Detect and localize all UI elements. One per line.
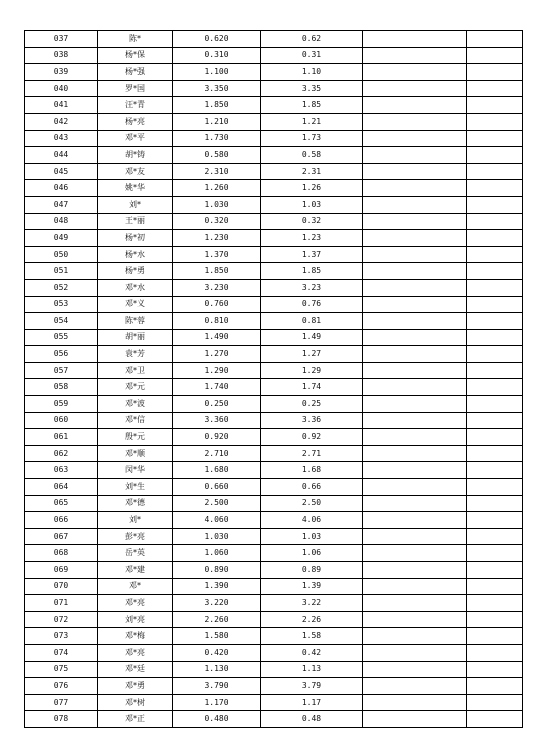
name-cell: 汪*青 (98, 97, 173, 114)
empty-cell (363, 263, 467, 280)
empty-cell (467, 528, 523, 545)
empty-cell (467, 479, 523, 496)
empty-cell (363, 495, 467, 512)
row-number-cell: 040 (25, 80, 98, 97)
row-number-cell: 066 (25, 512, 98, 529)
area-rounded-cell: 3.35 (261, 80, 363, 97)
empty-cell (363, 462, 467, 479)
table-row (25, 113, 523, 130)
empty-cell (467, 80, 523, 97)
table-row (25, 379, 523, 396)
empty-cell (363, 595, 467, 612)
table-row (25, 180, 523, 197)
name-cell: 邓*亮 (98, 644, 173, 661)
area-precise-cell: 1.030 (173, 528, 261, 545)
area-rounded-cell: 1.85 (261, 263, 363, 280)
table-row (25, 528, 523, 545)
row-number-cell: 048 (25, 213, 98, 230)
empty-cell (363, 230, 467, 247)
area-rounded-cell: 1.13 (261, 661, 363, 678)
empty-cell (363, 97, 467, 114)
empty-cell (467, 462, 523, 479)
area-precise-cell: 1.850 (173, 263, 261, 280)
name-cell: 杨*初 (98, 230, 173, 247)
empty-cell (467, 163, 523, 180)
area-rounded-cell: 1.37 (261, 246, 363, 263)
empty-cell (467, 661, 523, 678)
row-number-cell: 056 (25, 346, 98, 363)
row-number-cell: 055 (25, 329, 98, 346)
area-precise-cell: 1.100 (173, 64, 261, 81)
empty-cell (363, 678, 467, 695)
empty-cell (467, 512, 523, 529)
area-rounded-cell: 1.03 (261, 196, 363, 213)
empty-cell (467, 628, 523, 645)
name-cell: 邓*建 (98, 562, 173, 579)
empty-cell (363, 711, 467, 728)
empty-cell (363, 130, 467, 147)
row-number-cell: 047 (25, 196, 98, 213)
table-row (25, 31, 523, 48)
empty-cell (467, 213, 523, 230)
row-number-cell: 073 (25, 628, 98, 645)
name-cell: 邓*正 (98, 711, 173, 728)
table-row (25, 495, 523, 512)
table-row (25, 711, 523, 728)
area-precise-cell: 1.170 (173, 694, 261, 711)
table-body (25, 31, 523, 728)
area-precise-cell: 1.730 (173, 130, 261, 147)
table-row (25, 230, 523, 247)
area-precise-cell: 3.220 (173, 595, 261, 612)
area-precise-cell: 0.620 (173, 31, 261, 48)
area-rounded-cell: 2.71 (261, 445, 363, 462)
area-precise-cell: 2.500 (173, 495, 261, 512)
name-cell: 邓*廷 (98, 661, 173, 678)
area-precise-cell: 1.580 (173, 628, 261, 645)
name-cell: 彭*亮 (98, 528, 173, 545)
name-cell: 刘*生 (98, 479, 173, 496)
area-precise-cell: 2.310 (173, 163, 261, 180)
empty-cell (363, 246, 467, 263)
row-number-cell: 044 (25, 147, 98, 164)
area-precise-cell: 0.580 (173, 147, 261, 164)
table-row (25, 445, 523, 462)
area-rounded-cell: 0.66 (261, 479, 363, 496)
row-number-cell: 071 (25, 595, 98, 612)
table-row (25, 628, 523, 645)
empty-cell (467, 329, 523, 346)
empty-cell (363, 147, 467, 164)
table-row (25, 279, 523, 296)
name-cell: 邓* (98, 578, 173, 595)
table-row (25, 611, 523, 628)
name-cell: 袁*芳 (98, 346, 173, 363)
empty-cell (363, 661, 467, 678)
empty-cell (467, 545, 523, 562)
empty-cell (467, 644, 523, 661)
table-row (25, 313, 523, 330)
row-number-cell: 074 (25, 644, 98, 661)
table-row (25, 595, 523, 612)
area-rounded-cell: 1.68 (261, 462, 363, 479)
row-number-cell: 046 (25, 180, 98, 197)
area-precise-cell: 1.060 (173, 545, 261, 562)
name-cell: 刘* (98, 196, 173, 213)
area-rounded-cell: 3.36 (261, 412, 363, 429)
area-rounded-cell: 0.58 (261, 147, 363, 164)
area-rounded-cell: 1.17 (261, 694, 363, 711)
area-rounded-cell: 1.23 (261, 230, 363, 247)
area-precise-cell: 1.490 (173, 329, 261, 346)
name-cell: 邓*元 (98, 379, 173, 396)
row-number-cell: 039 (25, 64, 98, 81)
empty-cell (467, 230, 523, 247)
table-row (25, 263, 523, 280)
empty-cell (363, 379, 467, 396)
area-rounded-cell: 0.81 (261, 313, 363, 330)
row-number-cell: 051 (25, 263, 98, 280)
row-number-cell: 063 (25, 462, 98, 479)
area-precise-cell: 1.680 (173, 462, 261, 479)
row-number-cell: 058 (25, 379, 98, 396)
empty-cell (363, 279, 467, 296)
empty-cell (467, 64, 523, 81)
table-row (25, 329, 523, 346)
table-row (25, 246, 523, 263)
area-rounded-cell: 1.49 (261, 329, 363, 346)
area-precise-cell: 2.710 (173, 445, 261, 462)
row-number-cell: 052 (25, 279, 98, 296)
name-cell: 邓*顺 (98, 445, 173, 462)
empty-cell (467, 412, 523, 429)
empty-cell (363, 578, 467, 595)
area-rounded-cell: 0.62 (261, 31, 363, 48)
area-rounded-cell: 3.79 (261, 678, 363, 695)
area-rounded-cell: 1.21 (261, 113, 363, 130)
table-row (25, 64, 523, 81)
row-number-cell: 041 (25, 97, 98, 114)
row-number-cell: 053 (25, 296, 98, 313)
empty-cell (467, 611, 523, 628)
area-rounded-cell: 0.25 (261, 396, 363, 413)
empty-cell (467, 296, 523, 313)
name-cell: 杨*亮 (98, 113, 173, 130)
name-cell: 邓*树 (98, 694, 173, 711)
row-number-cell: 065 (25, 495, 98, 512)
empty-cell (363, 180, 467, 197)
area-rounded-cell: 1.29 (261, 362, 363, 379)
area-rounded-cell: 0.31 (261, 47, 363, 64)
area-precise-cell: 1.260 (173, 180, 261, 197)
area-precise-cell: 2.260 (173, 611, 261, 628)
area-precise-cell: 0.320 (173, 213, 261, 230)
area-precise-cell: 0.920 (173, 429, 261, 446)
area-precise-cell: 0.480 (173, 711, 261, 728)
area-rounded-cell: 1.27 (261, 346, 363, 363)
area-precise-cell: 1.290 (173, 362, 261, 379)
area-precise-cell: 0.250 (173, 396, 261, 413)
empty-cell (363, 562, 467, 579)
area-precise-cell: 0.890 (173, 562, 261, 579)
name-cell: 王*丽 (98, 213, 173, 230)
table-row (25, 396, 523, 413)
empty-cell (363, 644, 467, 661)
name-cell: 殷*元 (98, 429, 173, 446)
row-number-cell: 045 (25, 163, 98, 180)
table-row (25, 661, 523, 678)
empty-cell (363, 196, 467, 213)
area-precise-cell: 3.350 (173, 80, 261, 97)
name-cell: 邓*德 (98, 495, 173, 512)
area-rounded-cell: 0.92 (261, 429, 363, 446)
row-number-cell: 057 (25, 362, 98, 379)
table-row (25, 412, 523, 429)
empty-cell (363, 113, 467, 130)
empty-cell (467, 279, 523, 296)
empty-cell (467, 246, 523, 263)
area-rounded-cell: 1.06 (261, 545, 363, 562)
empty-cell (363, 80, 467, 97)
empty-cell (467, 346, 523, 363)
area-rounded-cell: 0.48 (261, 711, 363, 728)
empty-cell (363, 313, 467, 330)
name-cell: 杨*保 (98, 47, 173, 64)
empty-cell (363, 163, 467, 180)
empty-cell (363, 528, 467, 545)
area-precise-cell: 0.420 (173, 644, 261, 661)
table-row (25, 163, 523, 180)
name-cell: 陈*蓉 (98, 313, 173, 330)
row-number-cell: 064 (25, 479, 98, 496)
table-row (25, 694, 523, 711)
table-row (25, 196, 523, 213)
empty-cell (363, 346, 467, 363)
area-rounded-cell: 1.74 (261, 379, 363, 396)
table-row (25, 97, 523, 114)
area-precise-cell: 0.810 (173, 313, 261, 330)
row-number-cell: 037 (25, 31, 98, 48)
row-number-cell: 070 (25, 578, 98, 595)
area-precise-cell: 1.850 (173, 97, 261, 114)
name-cell: 胡*丽 (98, 329, 173, 346)
empty-cell (467, 263, 523, 280)
name-cell: 杨*水 (98, 246, 173, 263)
area-precise-cell: 1.130 (173, 661, 261, 678)
empty-cell (363, 296, 467, 313)
name-cell: 邓*勇 (98, 678, 173, 695)
row-number-cell: 049 (25, 230, 98, 247)
area-rounded-cell: 1.39 (261, 578, 363, 595)
table-row (25, 462, 523, 479)
area-rounded-cell: 0.76 (261, 296, 363, 313)
table-row (25, 346, 523, 363)
name-cell: 邓*信 (98, 412, 173, 429)
empty-cell (467, 562, 523, 579)
empty-cell (467, 147, 523, 164)
name-cell: 邓*波 (98, 396, 173, 413)
empty-cell (467, 445, 523, 462)
area-precise-cell: 1.230 (173, 230, 261, 247)
empty-cell (467, 113, 523, 130)
empty-cell (363, 396, 467, 413)
table-row (25, 578, 523, 595)
area-rounded-cell: 2.50 (261, 495, 363, 512)
empty-cell (467, 578, 523, 595)
name-cell: 邓*友 (98, 163, 173, 180)
row-number-cell: 059 (25, 396, 98, 413)
empty-cell (467, 130, 523, 147)
table-row (25, 644, 523, 661)
empty-cell (467, 196, 523, 213)
name-cell: 陈* (98, 31, 173, 48)
area-rounded-cell: 1.03 (261, 528, 363, 545)
empty-cell (467, 31, 523, 48)
row-number-cell: 077 (25, 694, 98, 711)
empty-cell (467, 362, 523, 379)
area-precise-cell: 1.370 (173, 246, 261, 263)
area-precise-cell: 1.270 (173, 346, 261, 363)
empty-cell (363, 213, 467, 230)
area-precise-cell: 0.760 (173, 296, 261, 313)
name-cell: 邓*水 (98, 279, 173, 296)
empty-cell (467, 379, 523, 396)
area-rounded-cell: 1.10 (261, 64, 363, 81)
row-number-cell: 068 (25, 545, 98, 562)
area-rounded-cell: 1.58 (261, 628, 363, 645)
area-precise-cell: 0.660 (173, 479, 261, 496)
name-cell: 岳*英 (98, 545, 173, 562)
table-row (25, 80, 523, 97)
empty-cell (363, 628, 467, 645)
area-rounded-cell: 2.26 (261, 611, 363, 628)
area-precise-cell: 3.790 (173, 678, 261, 695)
area-precise-cell: 1.740 (173, 379, 261, 396)
table-row (25, 512, 523, 529)
empty-cell (363, 64, 467, 81)
area-rounded-cell: 1.73 (261, 130, 363, 147)
area-rounded-cell: 4.06 (261, 512, 363, 529)
empty-cell (467, 180, 523, 197)
table-row (25, 130, 523, 147)
table-row (25, 545, 523, 562)
name-cell: 姚*华 (98, 180, 173, 197)
empty-cell (363, 445, 467, 462)
table-row (25, 296, 523, 313)
empty-cell (467, 678, 523, 695)
area-precise-cell: 1.030 (173, 196, 261, 213)
empty-cell (467, 313, 523, 330)
empty-cell (363, 329, 467, 346)
empty-cell (363, 512, 467, 529)
row-number-cell: 054 (25, 313, 98, 330)
empty-cell (363, 545, 467, 562)
empty-cell (467, 97, 523, 114)
area-rounded-cell: 0.32 (261, 213, 363, 230)
row-number-cell: 072 (25, 611, 98, 628)
table-row (25, 429, 523, 446)
empty-cell (467, 47, 523, 64)
name-cell: 邓*亮 (98, 595, 173, 612)
area-rounded-cell: 2.31 (261, 163, 363, 180)
row-number-cell: 043 (25, 130, 98, 147)
table-row (25, 678, 523, 695)
empty-cell (467, 495, 523, 512)
table-row (25, 479, 523, 496)
empty-cell (467, 429, 523, 446)
name-cell: 闵*华 (98, 462, 173, 479)
area-precise-cell: 1.210 (173, 113, 261, 130)
name-cell: 刘*亮 (98, 611, 173, 628)
name-cell: 罗*国 (98, 80, 173, 97)
empty-cell (467, 396, 523, 413)
row-number-cell: 076 (25, 678, 98, 695)
area-rounded-cell: 1.26 (261, 180, 363, 197)
area-precise-cell: 3.360 (173, 412, 261, 429)
empty-cell (467, 711, 523, 728)
name-cell: 杨*勇 (98, 263, 173, 280)
area-rounded-cell: 1.85 (261, 97, 363, 114)
row-number-cell: 078 (25, 711, 98, 728)
area-precise-cell: 1.390 (173, 578, 261, 595)
empty-cell (363, 412, 467, 429)
table-row (25, 213, 523, 230)
row-number-cell: 069 (25, 562, 98, 579)
empty-cell (363, 479, 467, 496)
area-precise-cell: 4.060 (173, 512, 261, 529)
row-number-cell: 060 (25, 412, 98, 429)
name-cell: 胡*铸 (98, 147, 173, 164)
name-cell: 邓*梅 (98, 628, 173, 645)
name-cell: 邓*卫 (98, 362, 173, 379)
table-row (25, 362, 523, 379)
empty-cell (363, 694, 467, 711)
empty-cell (363, 362, 467, 379)
row-number-cell: 067 (25, 528, 98, 545)
row-number-cell: 042 (25, 113, 98, 130)
table-row (25, 562, 523, 579)
table-row (25, 147, 523, 164)
row-number-cell: 062 (25, 445, 98, 462)
empty-cell (363, 31, 467, 48)
name-cell: 杨*强 (98, 64, 173, 81)
area-rounded-cell: 0.89 (261, 562, 363, 579)
empty-cell (363, 611, 467, 628)
area-rounded-cell: 3.22 (261, 595, 363, 612)
empty-cell (467, 694, 523, 711)
area-precise-cell: 3.230 (173, 279, 261, 296)
name-cell: 刘* (98, 512, 173, 529)
row-number-cell: 061 (25, 429, 98, 446)
table-row (25, 47, 523, 64)
empty-cell (363, 429, 467, 446)
area-precise-cell: 0.310 (173, 47, 261, 64)
empty-cell (467, 595, 523, 612)
area-rounded-cell: 3.23 (261, 279, 363, 296)
row-number-cell: 075 (25, 661, 98, 678)
area-rounded-cell: 0.42 (261, 644, 363, 661)
row-number-cell: 038 (25, 47, 98, 64)
name-cell: 邓*义 (98, 296, 173, 313)
row-number-cell: 050 (25, 246, 98, 263)
empty-cell (363, 47, 467, 64)
name-cell: 邓*平 (98, 130, 173, 147)
land-area-table (24, 30, 523, 728)
